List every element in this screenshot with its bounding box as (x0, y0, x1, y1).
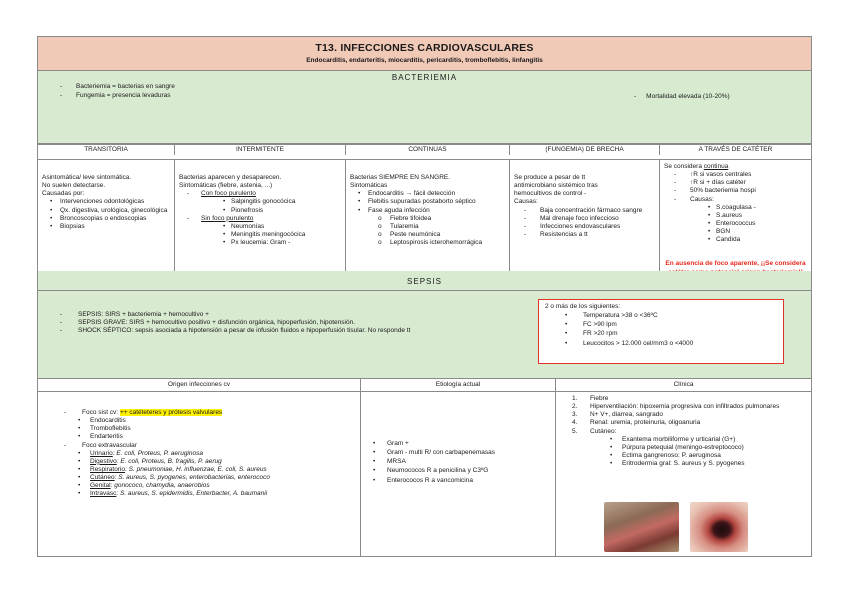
list-item: • Púrpura petequial (meningo-estreptococo) (590, 444, 807, 452)
text-line (664, 163, 807, 171)
list-item: • Endocarditis → fácil detección (350, 190, 505, 198)
title-band (38, 37, 811, 71)
criteria-item: • FC >90 lpm (545, 321, 777, 329)
list-item (56, 490, 356, 498)
item-number: 4. (572, 419, 578, 427)
list-item: • Neumococos R a penicilina y C3ºG (369, 467, 495, 475)
criteria-title: 2 o más de los siguientes: (545, 303, 621, 310)
skin-lesion-photo-arm (604, 502, 679, 552)
list-item: • BGN (664, 228, 807, 236)
column-header: A TRAVÉS DE CATÉTER (698, 146, 773, 153)
list-item: • Meningitis meningocócica (179, 231, 341, 239)
list-item: • Neumonías (179, 223, 341, 231)
item-number: 2. (572, 403, 578, 411)
list-item: • Intervenciones odontológicas (42, 198, 170, 206)
con-foco-items (179, 198, 341, 214)
clinica-cell (556, 392, 811, 556)
list-item: • MRSA (369, 458, 495, 466)
origen-cell (38, 392, 361, 556)
origen-list (42, 409, 356, 498)
sirs-criteria-box (538, 299, 784, 364)
list-item: • Salpingitis gonocócica (179, 198, 341, 206)
item-text: Fiebre (590, 395, 609, 402)
list-item (42, 442, 356, 499)
list-item (56, 466, 356, 474)
foco-sist-highlight: ++ catéteteres y prótesis valvulares (119, 409, 223, 416)
etiologia-cell (361, 392, 556, 556)
list-item: - Infecciones endovasculares (514, 223, 655, 231)
definition-item: - SEPSIS GRAVE: SIRS + hemocultivo positivo + disfunción orgánica, hipoperfusión, hipotensión. (60, 319, 410, 327)
foco-sist-items (56, 417, 356, 441)
list-item: o Leptospirosis icterohemorrágica (350, 239, 505, 247)
list-item (560, 411, 807, 419)
list-item (560, 403, 807, 411)
text-line: hemocultivos de control - (514, 190, 587, 198)
column-header: (FUNGEMIA) DE BRECHA (510, 144, 660, 155)
list-item: o Peste neumónica (350, 231, 505, 239)
bacteriemia-definitions (60, 83, 175, 101)
summary-sheet (37, 36, 812, 557)
foco-extra-items (56, 450, 356, 499)
criteria-item: • FR >20 rpm (545, 330, 777, 338)
text-line: Se produce a pesar de tt (514, 174, 586, 181)
list-item: • Candida (664, 236, 807, 244)
route-label: Respiratorio (90, 465, 126, 473)
list-item (56, 482, 356, 490)
column-header: Origen infecciones cv (38, 379, 361, 391)
brecha-causes (514, 207, 655, 240)
item-number: 3. (572, 411, 578, 419)
page-subtitle: Endocarditis, endarteritis, miocarditis, pericarditis, tromboflebitis, linfangitis (306, 57, 543, 65)
list-item (560, 395, 807, 403)
definition-item: - SHOCK SÉPTICO: sepsis asociada a hipotensión a pesar de infusión fluidos e hipoperfusión tisular. No responde tt (60, 327, 410, 335)
foco-list (179, 190, 341, 247)
text-line: Causas: (514, 198, 538, 206)
bottom-column-headers (38, 379, 811, 392)
item-text: Renal: uremia, proteinuria, oligoanuria (590, 419, 701, 427)
route-organisms: : S. pneumoniae, H. influenzae, E. coli, S. aureus (125, 465, 267, 473)
cutaneo-list (590, 436, 807, 469)
foco-sist-label: Foco sist cv: (82, 409, 119, 416)
column-header: INTERMITENTE (175, 144, 346, 155)
list-item (56, 450, 356, 458)
column-header: TRANSITORIA (38, 144, 175, 155)
list-item: • Flebitis supuradas postaborto séptico (350, 198, 505, 206)
column-header: CONTINUAS (346, 144, 510, 155)
item-number: 5. (572, 427, 578, 435)
list-item: • S.coagulasa - (664, 204, 807, 212)
list-item: • Broncoscopias o endoscopias (42, 215, 170, 223)
page-title: T13. INFECCIONES CARDIOVASCULARES (315, 42, 534, 54)
list-item (179, 190, 341, 214)
list-item (179, 215, 341, 248)
list-item: - Causas: (664, 196, 807, 204)
route-label: Urinario (90, 449, 113, 457)
list-item: • Eritrodermia gral: S. aureus y S. pyogenes (590, 460, 807, 468)
text-line: Causadas por: (42, 190, 85, 198)
route-label: Intravasc (90, 490, 117, 498)
list-item: • Exantema morbiliforme y urticarial (G+) (590, 436, 807, 444)
foco-extra-label: Foco extravascular (82, 441, 137, 449)
cateter-intro-underline: continua (703, 163, 729, 170)
list-item: • Endocarditis (56, 417, 356, 425)
item-number: 1. (572, 395, 578, 402)
list-item: • Px leucemia: Gram - (179, 239, 341, 247)
continuas-subitems (350, 215, 505, 248)
list-item (42, 409, 356, 442)
definition-item: - Fungemia = presencia levaduras (60, 92, 175, 100)
text-line: Sintomáticas (350, 182, 388, 190)
list-item: • Fase aguda infección (350, 207, 505, 215)
text-line: Bacterias aparecen y desaparecen. (179, 174, 282, 181)
bottom-content (38, 392, 811, 556)
cateter-warning: En ausencia de foco aparente, ¡¡Se considera (665, 260, 806, 268)
item-text: Cutáneo: (590, 427, 617, 435)
list-item: o Tularemia (350, 223, 505, 231)
clinica-list (560, 395, 807, 468)
criteria-list (545, 312, 777, 348)
text-line: Sintomáticas (fiebre, astenia, ...) (179, 182, 273, 190)
item-text: N+ V+, diarrea, sangrado (590, 411, 663, 419)
list-item: • Enterococos R a vancomicina (369, 477, 495, 485)
route-organisms: : gonococo, chamydia, anaerobios (110, 482, 210, 490)
route-organisms: : S. aureus, S. pyogenes, enterobacterias, enterococo (114, 474, 270, 481)
list-item: • Enterococcus (664, 220, 807, 228)
text-line: Bacterias SIEMPRE EN SANGRE. (350, 174, 451, 181)
list-item: • Pionefrosis (179, 207, 341, 215)
list-item: o Fiebre tifoidea (350, 215, 505, 223)
list-item (560, 419, 807, 427)
sepsis-definitions (60, 311, 410, 335)
list-item: - 50% bacteriemia hospi (664, 187, 807, 195)
route-organisms: : S. aureus, S. epidermidis, Enterbacter, A. baumanii (116, 490, 268, 498)
definition-item: - SEPSIS: SIRS + bacteriemia + hemocultivo + (60, 311, 410, 319)
bacteriemia-section (38, 71, 811, 153)
list-item: - Baja concentración fármaco sangre (514, 207, 655, 215)
cateter-items (664, 171, 807, 204)
route-organisms: : E. coli, Proteus, B. fragilis, P. aerug (116, 457, 222, 465)
sin-foco-label: Sin foco purulento (201, 214, 254, 222)
list-item: - ↑R si + días catéter (664, 179, 807, 187)
ecthyma-photo (690, 502, 748, 552)
sin-foco-items (179, 223, 341, 247)
list-item: • Qx. digestiva, urológica, ginecológica (42, 207, 170, 215)
route-organisms: : E. coli, Proteus, P. aeruginosa (112, 449, 203, 457)
con-foco-label: Con foco purulento (201, 190, 256, 198)
list-item: • Endarteritis (56, 433, 356, 441)
list-item: • Gram - multi R/ con carbapenemasas (369, 449, 495, 457)
definition-item: - Bacteriemia = bacterias en sangre (60, 83, 175, 91)
list-item (56, 458, 356, 466)
list-item: • Ectima gangrenoso: P. aeruginosa (590, 452, 807, 460)
sepsis-heading: SEPSIS (38, 271, 811, 291)
bacteriemia-column-headers (38, 143, 811, 155)
cateter-causas (664, 204, 807, 245)
etiologia-list (369, 440, 495, 486)
criteria-item: • Temperatura >38 o <36ºC (545, 312, 777, 320)
list-item (56, 474, 356, 482)
text-line: No suelen detectarse. (42, 182, 106, 190)
sepsis-section (38, 271, 811, 379)
list-item: • Biopsias (42, 223, 170, 231)
column-header: Clínica (673, 381, 694, 388)
criteria-item: • Leucocitos > 12.000 cel/mm3 o <4000 (545, 340, 777, 348)
route-label: Genital (90, 482, 111, 490)
list-item: • S.aureus (664, 212, 807, 220)
item-text: Hiperventilación: hipoxemia progresiva con infiltrados pulmonares (590, 403, 780, 411)
text-line: antimicrobiano sistémico tras (514, 182, 598, 190)
list-item (560, 428, 807, 469)
list-item: • Tromboflebitis (56, 425, 356, 433)
list-item: - ↑R si vasos centrales (664, 171, 807, 179)
transitoria-causes (42, 198, 170, 231)
text-line: Asintomática/ leve sintomática. (42, 174, 132, 181)
route-label: Digestivo (90, 457, 117, 465)
list-item: - Mal drenaje foco infeccioso (514, 215, 655, 223)
list-item: • Gram + (369, 440, 495, 448)
list-item: - Resistencias a tt (514, 231, 655, 239)
continuas-items (350, 190, 505, 214)
cateter-intro: Se considera (664, 163, 702, 170)
route-label: Cutáneo (90, 474, 115, 481)
column-header: Etiología actual (361, 379, 556, 391)
mortality-note: - Mortalidad elevada (10-20%) (634, 93, 730, 101)
bacteriemia-heading: BACTERIEMIA (391, 73, 458, 82)
